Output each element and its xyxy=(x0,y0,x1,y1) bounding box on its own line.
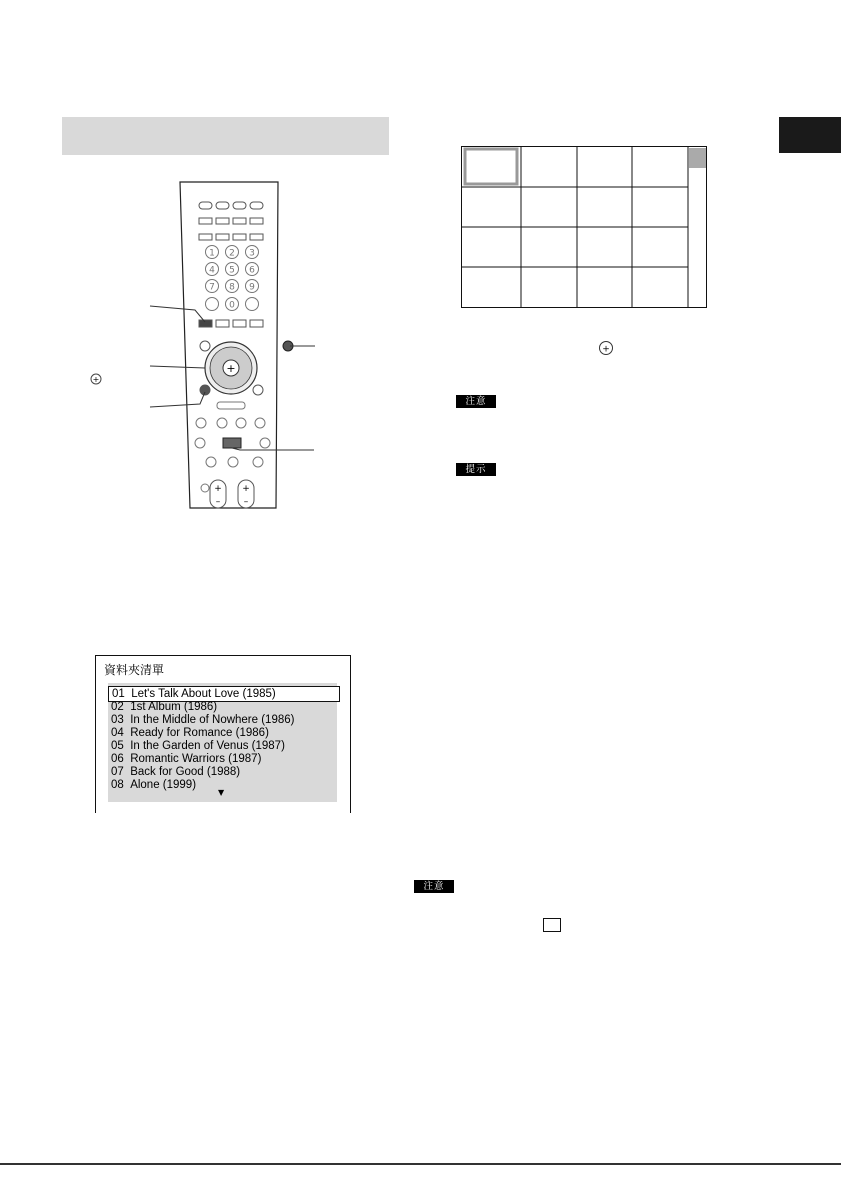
folder-item[interactable]: 05 In the Garden of Venus (1987) xyxy=(111,740,285,752)
svg-text:+: + xyxy=(92,375,100,384)
svg-text:–: – xyxy=(215,497,221,507)
note-label: 注意 xyxy=(456,395,496,408)
note-label-2: 注意 xyxy=(414,880,454,893)
svg-text:–: – xyxy=(243,497,249,507)
svg-text:+: + xyxy=(242,484,250,494)
keypad-label: 7 xyxy=(209,282,215,293)
folder-list xyxy=(108,683,337,802)
keypad-button[interactable] xyxy=(206,298,219,311)
folder-item[interactable]: 04 Ready for Romance (1986) xyxy=(111,727,269,739)
keypad-label: 6 xyxy=(249,265,255,276)
keypad-label: 4 xyxy=(209,265,215,276)
keypad-label: 8 xyxy=(229,282,235,293)
svg-text:+: + xyxy=(214,484,222,494)
svg-text:+: + xyxy=(226,362,236,375)
scroll-down-icon[interactable]: ▼ xyxy=(218,788,225,797)
keypad-label: 1 xyxy=(209,248,215,259)
footer-rule xyxy=(0,1163,841,1165)
tip-label: 提示 xyxy=(456,463,496,476)
folder-item[interactable]: 06 Romantic Warriors (1987) xyxy=(111,753,262,765)
thumbnail-grid xyxy=(461,146,708,309)
keypad-button[interactable] xyxy=(246,298,259,311)
folder-item[interactable]: 02 1st Album (1986) xyxy=(111,701,218,713)
svg-text:+: + xyxy=(602,344,610,355)
keypad-label: 2 xyxy=(229,248,235,259)
folder-list-title: 資料夾清單 xyxy=(104,663,165,677)
folder-item[interactable]: 01 Let's Talk About Love (1985) xyxy=(108,686,340,702)
folder-item[interactable]: 08 Alone (1999) xyxy=(111,779,197,791)
keypad-label: 9 xyxy=(249,282,255,293)
keypad-label: 0 xyxy=(229,300,235,311)
small-indicator-box xyxy=(543,918,561,932)
folder-item[interactable]: 07 Back for Good (1988) xyxy=(111,766,241,778)
folder-item[interactable]: 03 In the Middle of Nowhere (1986) xyxy=(111,714,295,726)
keypad-label: 3 xyxy=(249,248,255,259)
keypad-label: 5 xyxy=(229,265,235,276)
enter-icon xyxy=(598,340,614,356)
